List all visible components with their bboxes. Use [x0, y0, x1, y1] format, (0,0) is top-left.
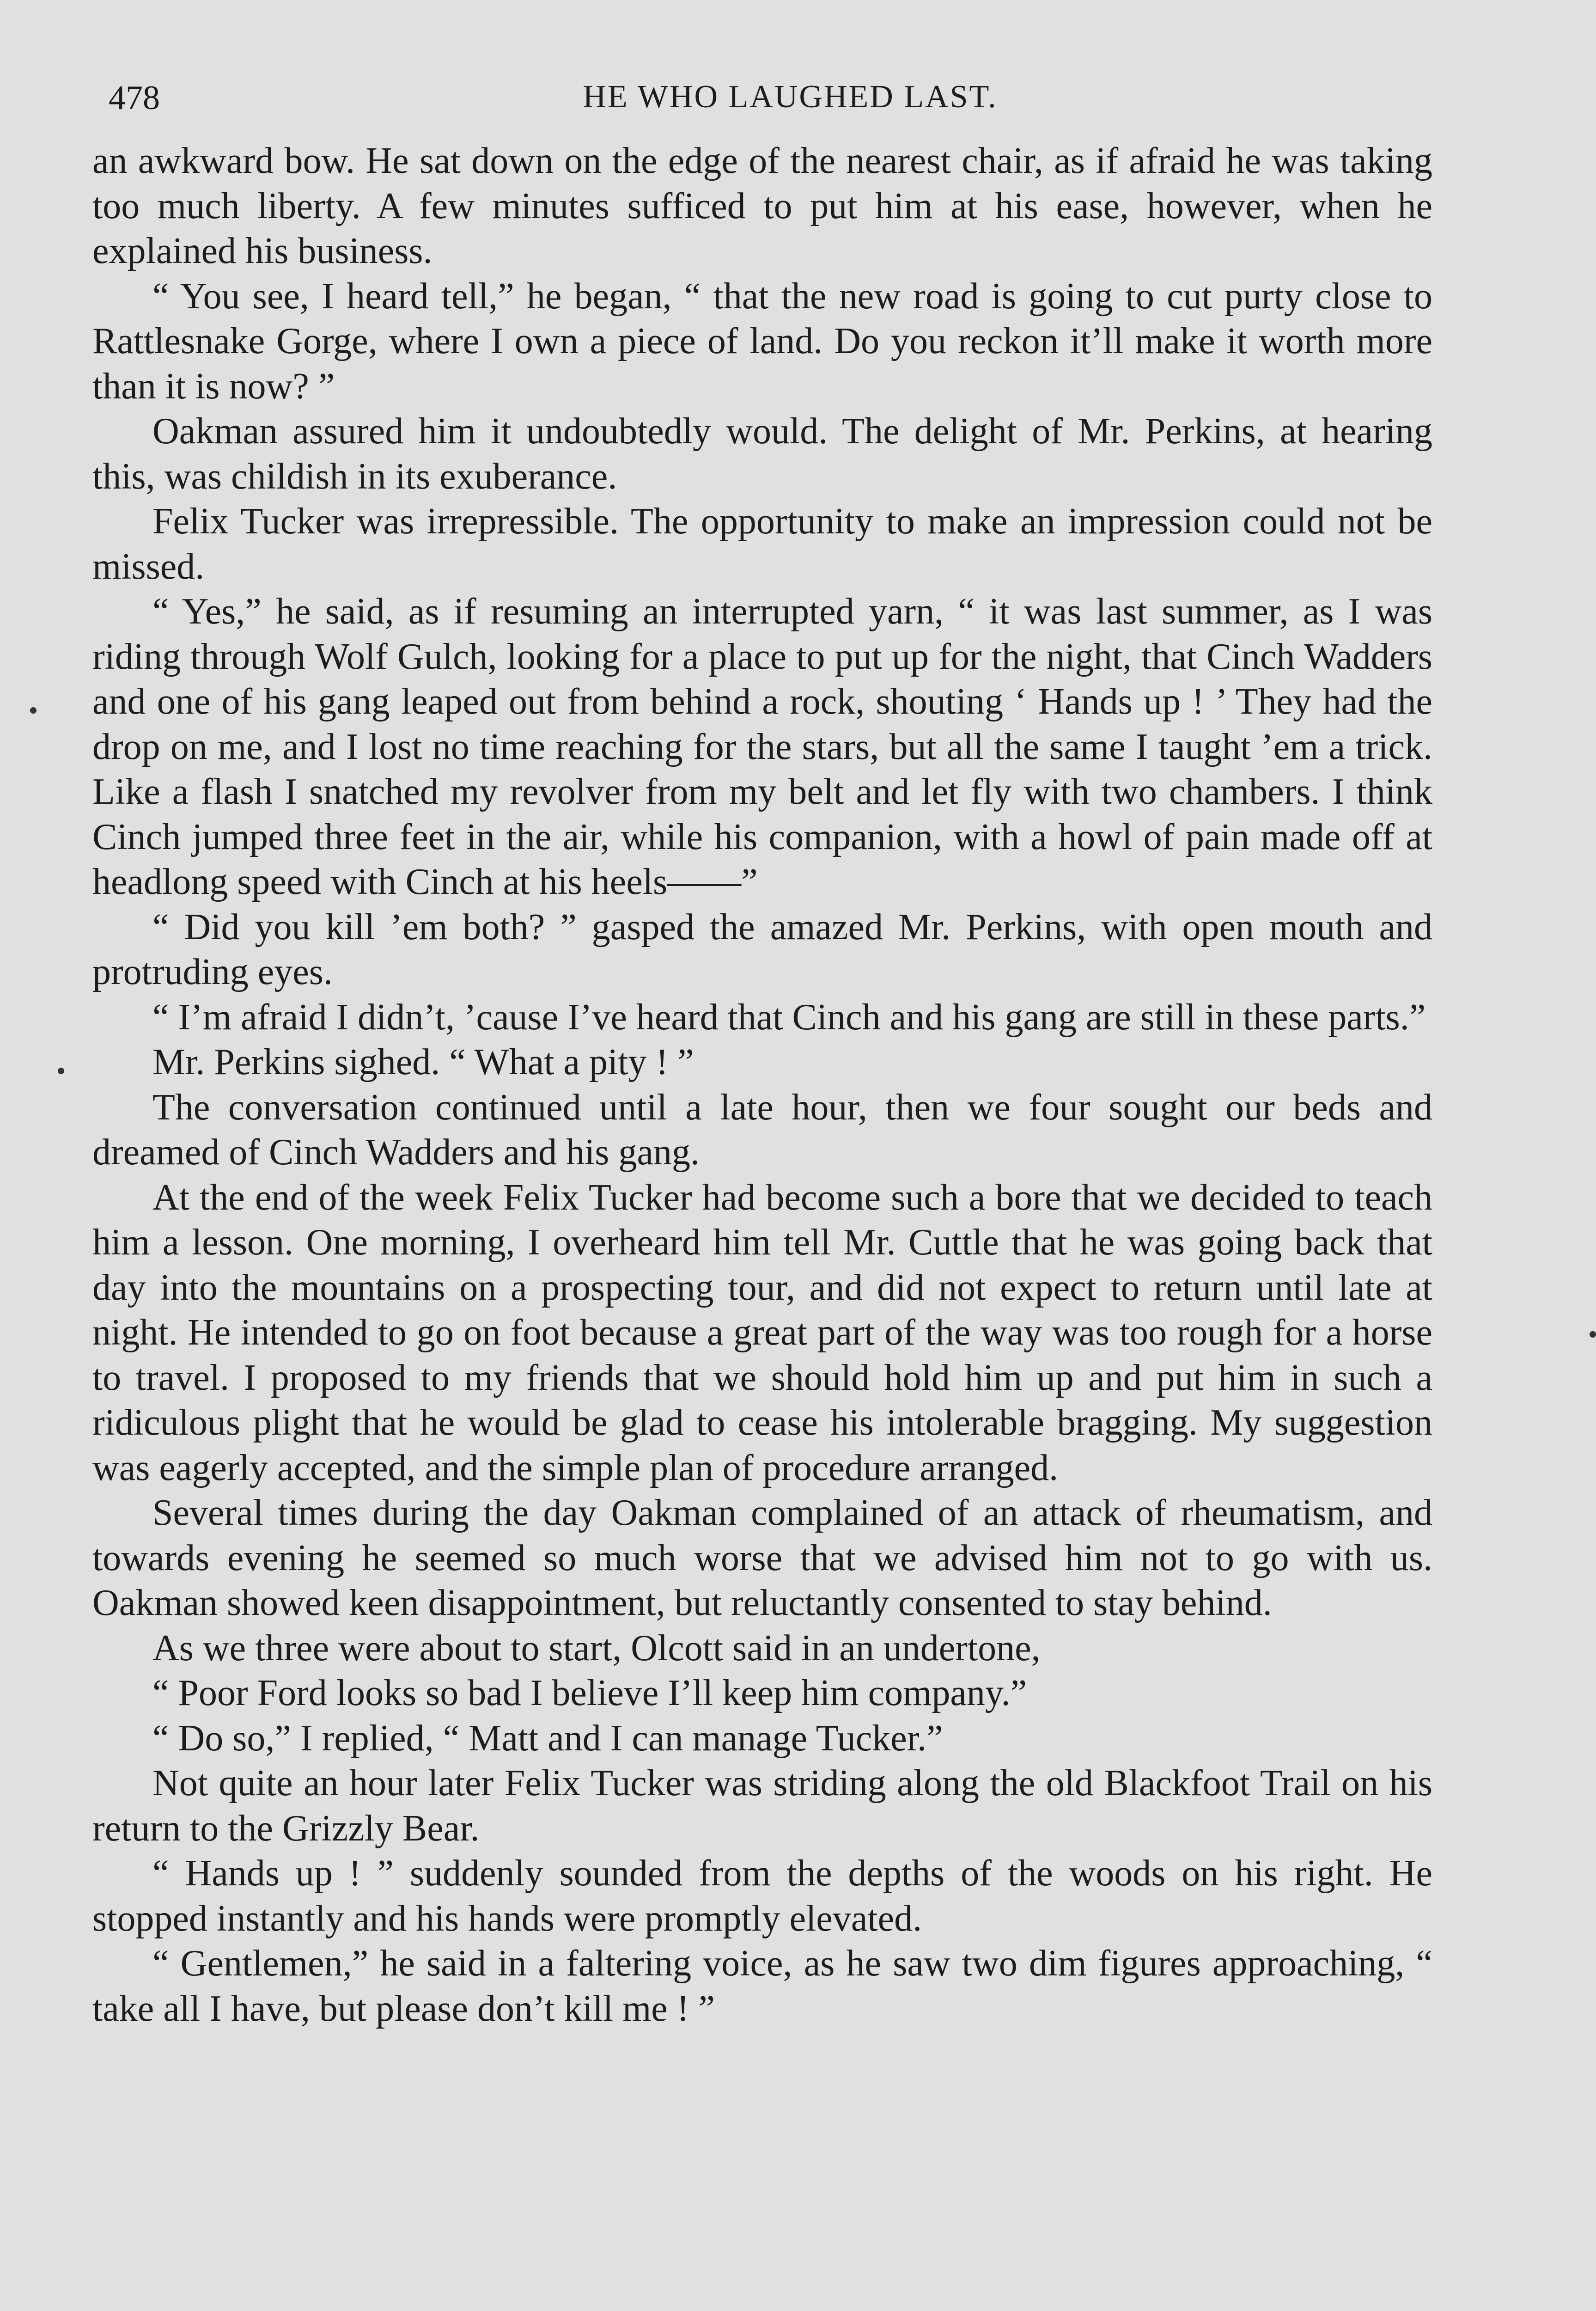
- print-speck: [1590, 1331, 1596, 1338]
- paragraph: “ Did you kill ’em both? ” gasped the amazed Mr. Perkins, with open mouth and protruding eyes.: [92, 906, 1432, 992]
- print-speck: [30, 707, 37, 714]
- paragraph: “ Gentlemen,” he said in a faltering voice, as he saw two dim figures approaching, “ take all I have, but please don’t kill me ! ”: [92, 1943, 1432, 2029]
- paragraph: “ Yes,” he said, as if resuming an interrupted yarn, “ it was last summer, as I was riding through Wolf Gulch, looking for a place to put up for the night, that Cinch Wadders and one of his gang leaped out from behind a rock, shouting ‘ Hands up ! ’ They had the drop on me, and I lost no time reaching for the stars, but all the same I taught ’em a trick. Like a flash I snatched my revolver from my belt and let fly with two chambers. I think Cinch jumped three feet in the air, while his companion, with a howl of pain made off at headlong speed with Cinch at his heels——”: [92, 591, 1432, 902]
- paragraph: At the end of the week Felix Tucker had become such a bore that we decided to teach him a lesson. One morning, I overheard him tell Mr. Cuttle that he was going back that day into the mountains on a prospecting tour, and did not expect to return until late at night. He intended to go on foot because a great part of the way was too rough for a horse to travel. I proposed to my friends that we should hold him up and put him in such a ridiculous plight that he would be glad to cease his intolerable bragging. My suggestion was eagerly accepted, and the simple plan of procedure arranged.: [92, 1177, 1432, 1488]
- paragraph: Not quite an hour later Felix Tucker was striding along the old Blackfoot Trail on his return to the Grizzly Bear.: [92, 1763, 1432, 1849]
- paragraph: “ I’m afraid I didn’t, ’cause I’ve heard that Cinch and his gang are still in these parts.”: [152, 997, 1426, 1038]
- body-text: [92, 139, 1432, 2311]
- paragraph: The conversation continued until a late hour, then we four sought our beds and dreamed of Cinch Wadders and his gang.: [92, 1087, 1432, 1173]
- print-speck: [58, 1068, 64, 1074]
- paragraph: Oakman assured him it undoubtedly would. The delight of Mr. Perkins, at hearing this, was childish in its exuberance.: [92, 411, 1432, 497]
- paragraph: Felix Tucker was irrepressible. The opportunity to make an impression could not be missed.: [92, 501, 1432, 587]
- paragraph: “ Do so,” I replied, “ Matt and I can manage Tucker.”: [152, 1718, 943, 1759]
- paragraph: Mr. Perkins sighed. “ What a pity ! ”: [152, 1042, 694, 1082]
- paragraph: “ Poor Ford looks so bad I believe I’ll keep him company.”: [152, 1673, 1027, 1713]
- paragraph: As we three were about to start, Olcott said in an undertone,: [152, 1627, 1041, 1669]
- page-number: 478: [109, 79, 160, 117]
- running-head: [109, 79, 1472, 129]
- paragraph: an awkward bow. He sat down on the edge of the nearest chair, as if afraid he was taking too much liberty. A few minutes sufficed to put him at his ease, however, when he explained his business.: [92, 141, 1432, 271]
- paragraph: “ You see, I heard tell,” he began, “ that the new road is going to cut purty close to Rattlesnake Gorge, where I own a piece of land. Do you reckon it’ll make it worth more than it is now? ”: [92, 275, 1432, 407]
- paragraph: “ Hands up ! ” suddenly sounded from the depths of the woods on his right. He stopped instantly and his hands were promptly elevated.: [92, 1853, 1432, 1939]
- paragraph: Several times during the day Oakman complained of an attack of rheumatism, and towards evening he seemed so much worse that we advised him not to go with us. Oakman showed keen disappointment, but reluctantly consented to stay behind.: [92, 1492, 1432, 1623]
- chapter-title: HE WHO LAUGHED LAST.: [583, 79, 998, 115]
